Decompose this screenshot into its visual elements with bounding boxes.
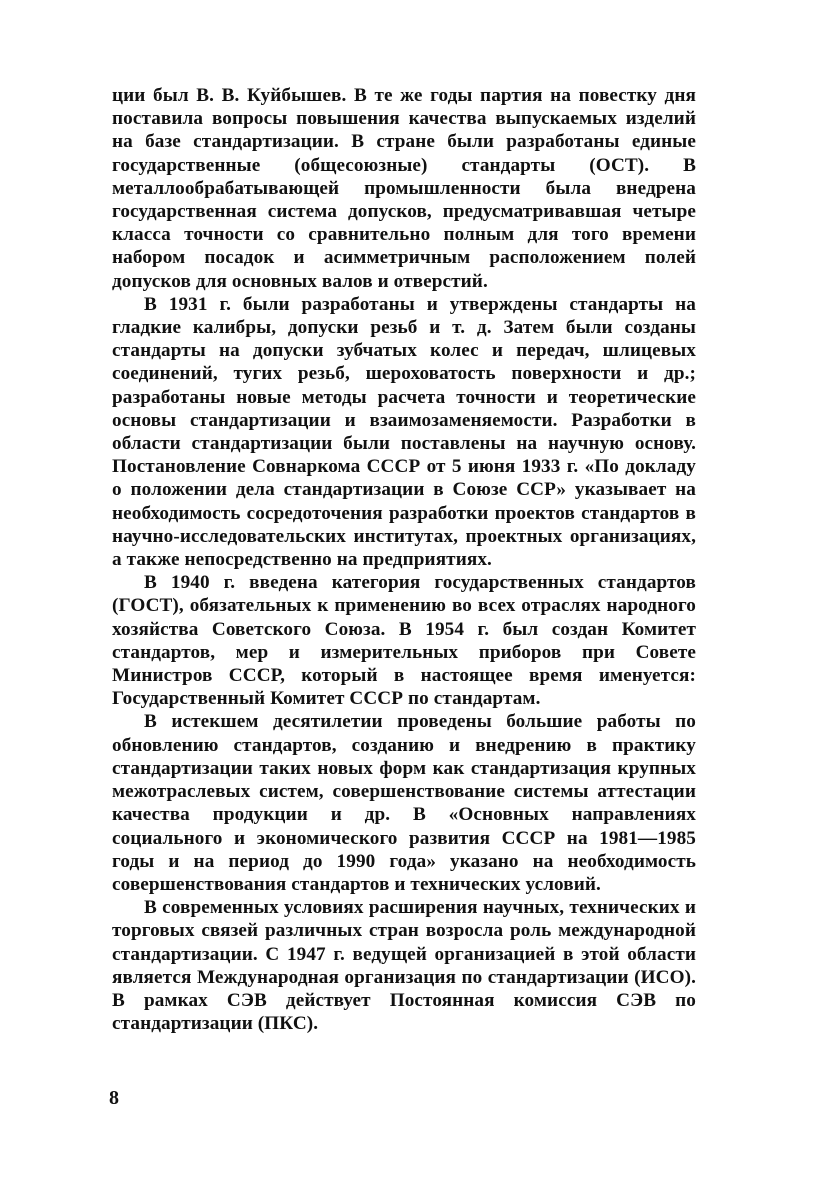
paragraph-2: В 1931 г. были разработаны и утверждены стандарты на гладкие калибры, допуски резьб и т. д. Затем были созданы стандарты на допуски зубчатых колес и передач, шлицевых соединений, тугих резьб, шероховатость поверхности и др.; разработаны новые методы расчета точности и теоретические основы стандартизации и взаимозаменяемости. Разработки в области стандартизации были поставлены на научную основу. Постановление Совнаркома СССР от 5 июня 1933 г. «По докладу о положении дела стандартизации в Союзе ССР» указывает на необходимость сосредоточения разработки проектов стандартов в научно-исследовательских институтах, проектных организациях, а также непосредственно на предприятиях. (112, 293, 696, 571)
paragraph-1: ции был В. В. Куйбышев. В те же годы партия на повестку дня поставила вопросы повышения качества выпускаемых изделий на базе стандартизации. В стране были разработаны единые государственные (общесоюзные) стандарты (ОСТ). В металлообрабатывающей промышленности была внедрена государственная система допусков, предусматривавшая четыре класса точности со сравнительно полным для того времени набором посадок и асимметричным расположением полей допусков для основных валов и отверстий. (112, 85, 696, 292)
body-text (112, 84, 696, 1035)
paragraph-4: В истекшем десятилетии проведены большие работы по обновлению стандартов, созданию и внедрению в практику стандартизации таких новых форм как стандартизация крупных межотраслевых систем, совершенствование системы аттестации качества продукции и др. В «Основных направлениях социального и экономического развития СССР на 1981—1985 годы и на период до 1990 года» указано на необходимость совершенствования стандартов и технических условий. (112, 711, 696, 895)
page-number: 8 (109, 1087, 119, 1109)
paragraph-3: В 1940 г. введена категория государственных стандартов (ГОСТ), обязательных к применению во всех отраслях народного хозяйства Советского Союза. В 1954 г. был создан Комитет стандартов, мер и измерительных приборов при Совете Министров СССР, который в настоящее время именуется: Государственный Комитет СССР по стандартам. (112, 572, 696, 710)
paragraph-5: В современных условиях расширения научных, технических и торговых связей различных стран возросла роль международной стандартизации. С 1947 г. ведущей организацией в этой области является Международная организация по стандартизации (ИСО). В рамках СЭВ действует Постоянная комиссия СЭВ по стандартизации (ПКС). (112, 897, 696, 1035)
